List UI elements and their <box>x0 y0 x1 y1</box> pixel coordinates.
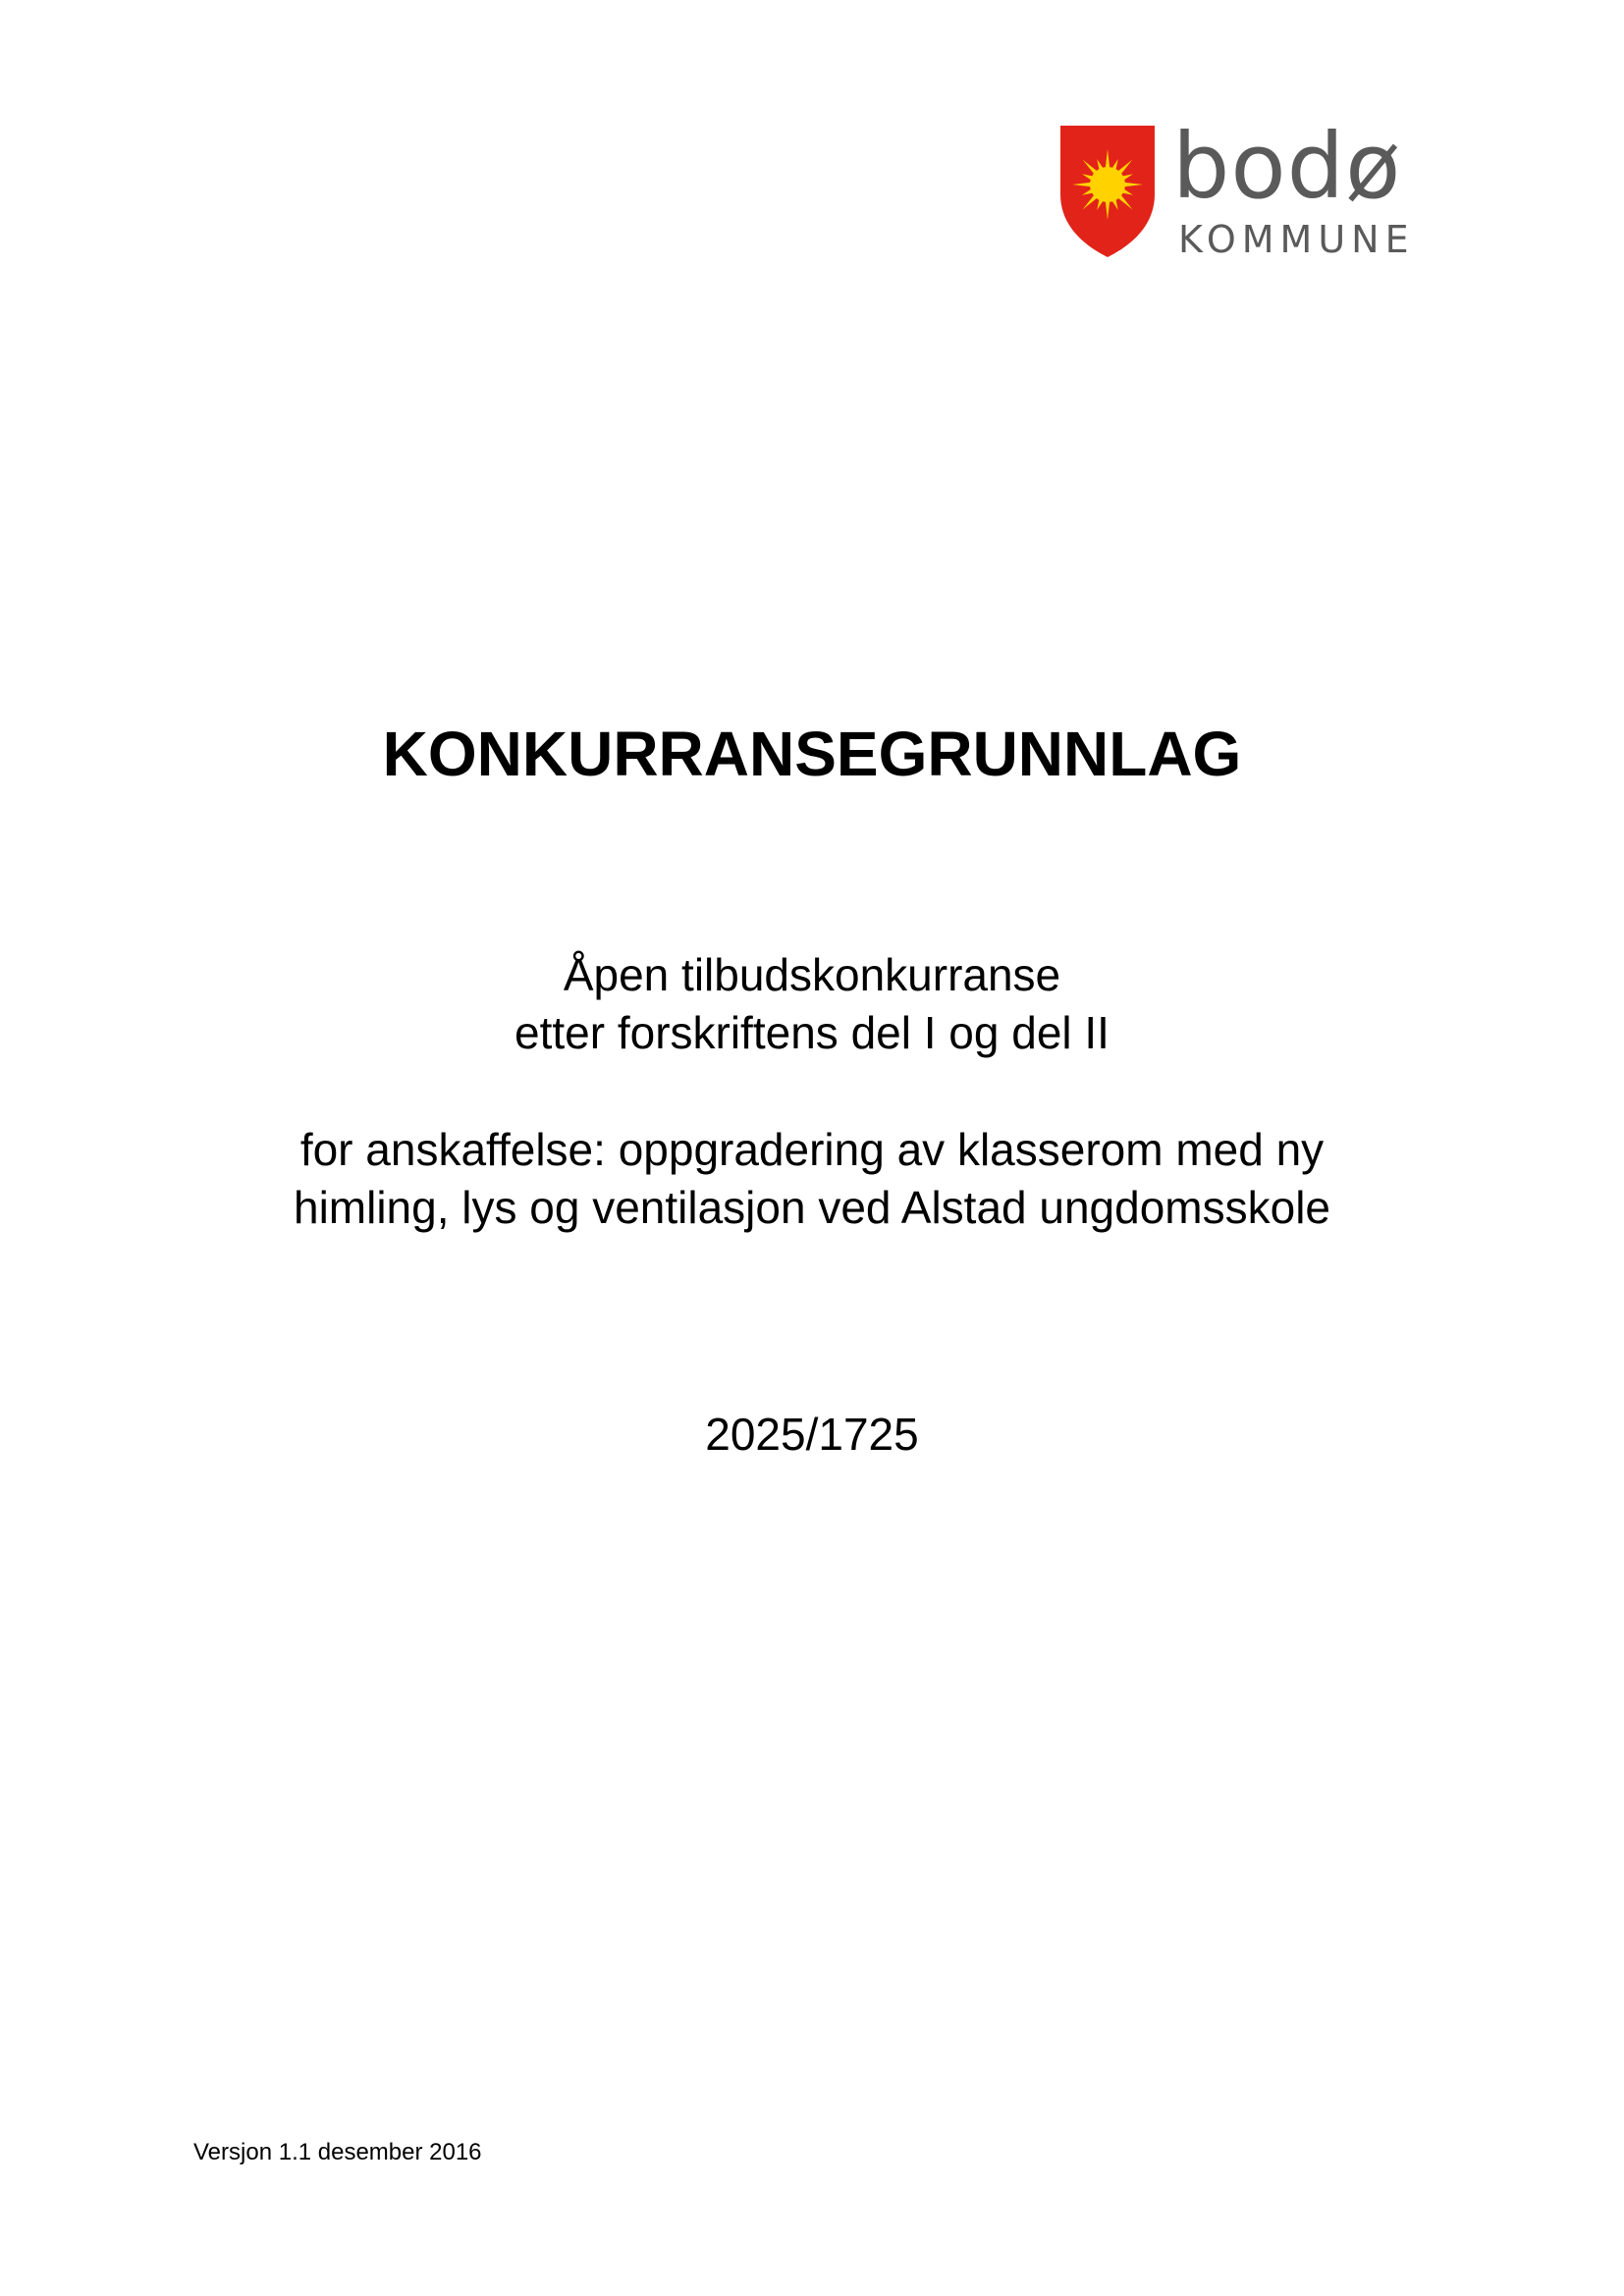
procedure-line-1: Åpen tilbudskonkurranse <box>563 949 1061 1000</box>
bodo-kommune-logo <box>1058 114 1441 261</box>
logo-subtitle: KOMMUNE <box>1178 218 1415 261</box>
procedure-description <box>0 946 1624 1062</box>
subject-line-1: for anskaffelse: oppgradering av klasserom med ny <box>299 1124 1325 1175</box>
reference-number-text: 2025/1725 <box>705 1409 919 1460</box>
sun-disc <box>1090 167 1125 202</box>
sun-icon <box>1072 149 1143 220</box>
version-footer: Versjon 1.1 desember 2016 <box>193 2139 482 2165</box>
procurement-subject <box>0 1121 1624 1237</box>
logo-wordmark: bodø <box>1172 114 1402 219</box>
procedure-line-2: etter forskriftens del I og del II <box>514 1007 1110 1058</box>
subject-line-2: himling, lys og ventilasjon ved Alstad ungdomsskole <box>293 1182 1331 1233</box>
coat-of-arms-icon <box>1058 124 1157 259</box>
reference-number <box>0 1406 1624 1464</box>
document-title: KONKURRANSEGRUNNLAG <box>382 719 1242 789</box>
